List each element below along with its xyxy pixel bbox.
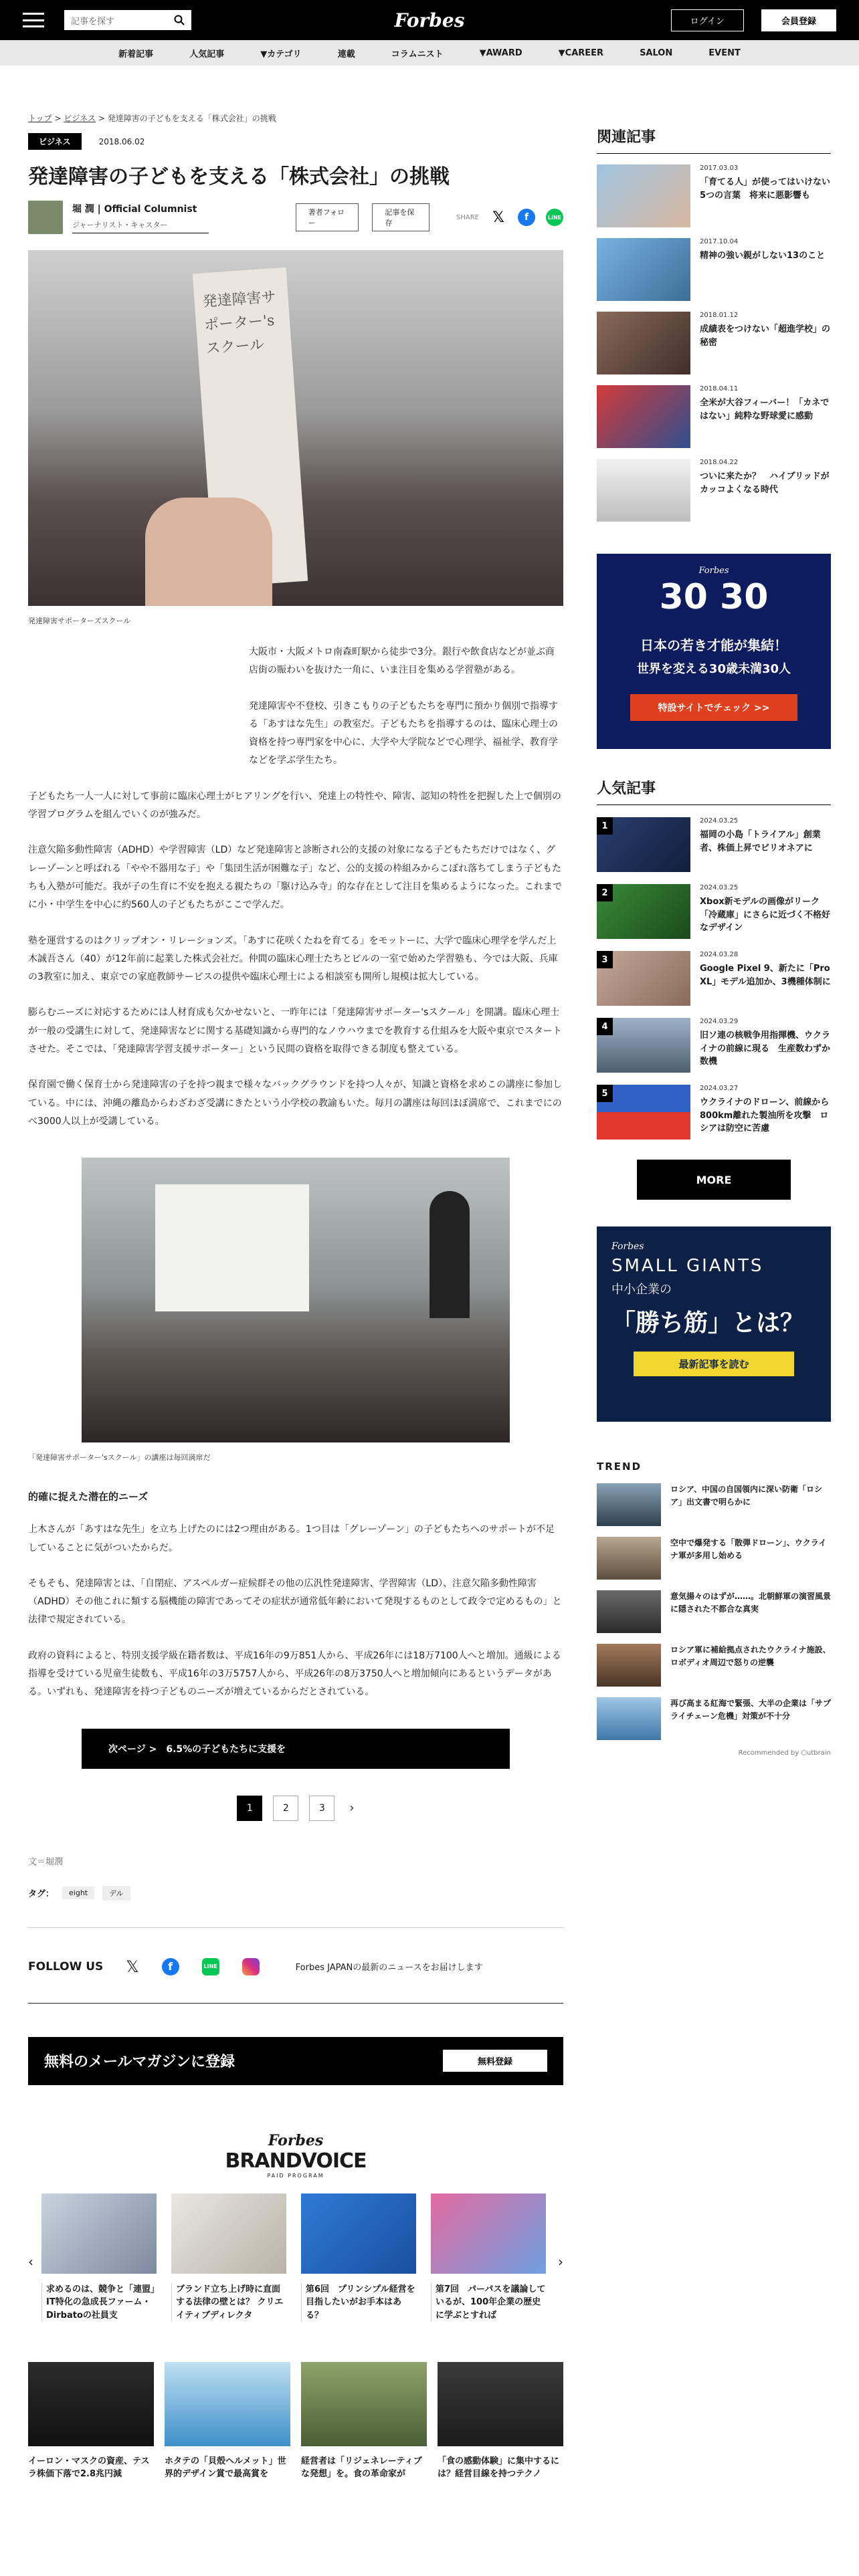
nav-item-career[interactable]: ▼CAREER bbox=[558, 47, 604, 58]
carousel-next-icon[interactable]: › bbox=[558, 2253, 563, 2270]
author-name[interactable]: 堀 潤 | Official Columnist bbox=[72, 203, 197, 215]
facebook-follow-icon[interactable]: f bbox=[162, 1958, 179, 1975]
ad1-logo: Forbes bbox=[698, 566, 729, 576]
breadcrumb-top[interactable]: トップ bbox=[28, 114, 52, 123]
popular-image bbox=[597, 884, 690, 939]
brandvoice-sub: PAID PROGRAM bbox=[267, 2172, 324, 2179]
sidebar bbox=[597, 66, 831, 2481]
nav-item-new[interactable]: 新着記事 bbox=[118, 49, 154, 60]
x-follow-icon[interactable]: 𝕏 bbox=[126, 1957, 139, 1976]
ad2-headline: 「勝ち筋」とは？ bbox=[611, 1309, 805, 1337]
follow-label: FOLLOW US bbox=[28, 1959, 104, 1973]
trend-image bbox=[597, 1644, 661, 1687]
related-image bbox=[597, 459, 690, 522]
popular-item[interactable]: 3 2024.03.28 Google Pixel 9、新たに「Pro XL」モデル追加か、3機種体制に bbox=[597, 951, 831, 1006]
popular-image bbox=[597, 951, 690, 1006]
trend-item[interactable]: ロシア軍に補給拠点されたウクライナ施設、ロボディオ周辺で怒りの逆襲 bbox=[597, 1644, 831, 1687]
popular-item[interactable]: 1 2024.03.25 福岡の小島「トライアル」創業者、株価上昇でビリオネアに bbox=[597, 817, 831, 872]
related-image bbox=[597, 165, 690, 227]
save-article-button[interactable]: 記事を保存 bbox=[372, 203, 430, 231]
brandvoice-image bbox=[431, 2193, 546, 2274]
related-item[interactable]: 2017.03.03 「育てる人」が使ってはいけない5つの言葉 将来に悪影響も bbox=[597, 165, 831, 227]
breadcrumb-current: 発達障害の子どもを支える「株式会社」の挑戦 bbox=[107, 114, 276, 123]
related-item[interactable]: 2018.01.12 成績表をつけない「超進学校」の秘密 bbox=[597, 312, 831, 374]
paragraph: 上木さんが「あすはな先生」を立ち上げたのには2つ理由がある。1つ目は「グレーゾーン」の子どもたちへのサポートが不足していることに気がついたからだ。 bbox=[28, 1524, 555, 1553]
popular-image bbox=[597, 817, 690, 872]
bottom-image bbox=[28, 2362, 154, 2446]
page-1[interactable]: 1 bbox=[237, 1796, 262, 1821]
facebook-share-icon[interactable]: f bbox=[518, 209, 535, 226]
popular-title: 人気記事 bbox=[597, 777, 831, 805]
ad2-title: SMALL GIANTS bbox=[611, 1256, 764, 1276]
trend-image bbox=[597, 1483, 661, 1526]
tags bbox=[28, 1886, 563, 1901]
brandvoice-logo-forbes: Forbes bbox=[268, 2131, 324, 2149]
instagram-follow-icon[interactable] bbox=[242, 1958, 260, 1975]
tag[interactable]: eight bbox=[62, 1887, 94, 1899]
follow-author-button[interactable]: 著者フォロー bbox=[296, 203, 359, 231]
follow-text: Forbes JAPANの最新のニュースをお届けします bbox=[295, 1963, 483, 1973]
newsletter-title: 無料のメールマガジンに登録 bbox=[44, 2054, 235, 2071]
paragraph: 発達障害や不登校、引きこもりの子どもたちを専門に預かり個別で指導する「あすはな先生」の教室だ。子どもたちを指導するのは、臨床心理士の資格を持つ専門家を中心に、大学や大学院などで心理学、福祉学、教育学などを学ぶ学生たち。 bbox=[249, 700, 558, 766]
page-2[interactable]: 2 bbox=[273, 1796, 298, 1821]
popular-item[interactable]: 2 2024.03.25 Xbox新モデルの画像がリーク 「冷蔵庫」にさらに近づく不格好なデザイン bbox=[597, 884, 831, 939]
brandvoice-image bbox=[171, 2193, 286, 2274]
bottom-image bbox=[165, 2362, 290, 2446]
paragraph: 政府の資料によると、特別支援学級在籍者数は、平成16年の9万851人から、平成26年には18万7100人へと増加。通級による指導を受けている児童生徒数も、平成16年の3万5757人から、平成26年の8万3750人へと増加傾向にあるというデータがある。いずれも、発達障害を持つ子どものニーズが増えているからだとされている。 bbox=[28, 1650, 561, 1698]
projector-screen bbox=[155, 1184, 309, 1311]
popular-item[interactable]: 5 2024.03.27 ウクライナのドローン、前線から800km離れた製油所を攻撃 ロシアは防空に苦慮 bbox=[597, 1085, 831, 1140]
line-share-icon[interactable]: LINE bbox=[546, 209, 563, 226]
newsletter-banner bbox=[28, 2037, 563, 2085]
related-item[interactable]: 2017.10.04 精神の強い親がしない13のこと bbox=[597, 238, 831, 301]
brandvoice-logo: BRANDVOICE bbox=[225, 2149, 367, 2173]
brandvoice-image bbox=[41, 2193, 157, 2274]
pagination bbox=[28, 1796, 563, 1821]
intro-block bbox=[249, 643, 563, 770]
subheading: 的確に捉えた潜在的ニーズ bbox=[28, 1491, 149, 1503]
search-input[interactable] bbox=[64, 10, 191, 30]
article-date: 2018.06.02 bbox=[98, 136, 145, 146]
line-follow-icon[interactable]: LINE bbox=[202, 1958, 219, 1975]
trend-title: TREND bbox=[597, 1461, 642, 1473]
hero-card: 発達障害サポーター's スクール bbox=[193, 267, 308, 588]
author-title: ジャーナリスト・キャスター bbox=[72, 220, 168, 229]
popular-image bbox=[597, 1085, 690, 1140]
signup-button[interactable]: 会員登録 bbox=[761, 9, 836, 31]
popular-item[interactable]: 4 2024.03.29 旧ソ連の核戦争用指揮機、ウクライナの前線に現る 生産数わずか数機 bbox=[597, 1018, 831, 1073]
tag[interactable]: デル bbox=[102, 1886, 130, 1901]
related-image bbox=[597, 385, 690, 448]
related-item[interactable]: 2018.04.11 全米が大谷フィーバー！「カネではない」純粋な野球愛に感動 bbox=[597, 385, 831, 448]
page-3[interactable]: 3 bbox=[309, 1796, 335, 1821]
menu-icon[interactable] bbox=[23, 13, 44, 27]
brandvoice-item[interactable]: 第7回 パーパスを議論しているが、100年企業の歴史に学ぶとすれば bbox=[431, 2193, 546, 2323]
brandvoice-item[interactable]: ブランド立ち上げ時に直面する法律の壁とは？ クリエイティブディレクタ bbox=[171, 2193, 286, 2323]
hero-image bbox=[28, 250, 563, 606]
trend-item[interactable]: 意気揚々のはずが……。北朝鮮軍の演習風景に隠された不都合な真実 bbox=[597, 1590, 831, 1633]
trend-item[interactable]: ロシア、中国の自国領内に深い防衛「ロシア」出文書で明らかに bbox=[597, 1483, 831, 1526]
more-button[interactable]: MORE bbox=[637, 1160, 791, 1200]
trend-item[interactable]: 再び高まる紅海で緊張、大半の企業は「サプライチェーン危機」対策が不十分 bbox=[597, 1697, 831, 1740]
nav-item-columnist[interactable]: コラムニスト bbox=[391, 49, 444, 60]
tags-label: タグ： bbox=[28, 1889, 55, 1900]
nav-item-award[interactable]: ▼AWARD bbox=[479, 47, 522, 58]
bottom-article[interactable]: ホタテの「貝殻ヘルメット」世界的デザイン賞で最高賞を bbox=[165, 2362, 290, 2481]
brandvoice-item[interactable]: 第6回 プリンシプル経営を目指したいがお手本はある？ bbox=[301, 2193, 416, 2323]
search-icon[interactable] bbox=[174, 15, 185, 25]
seminar-image bbox=[82, 1158, 510, 1442]
recommended-by[interactable]: Recommended by ⬡utbrain bbox=[738, 1749, 831, 1757]
brandvoice-image bbox=[301, 2193, 416, 2274]
ad-30under30[interactable] bbox=[597, 554, 831, 749]
trend-image bbox=[597, 1590, 661, 1633]
popular-image bbox=[597, 1018, 690, 1073]
article-column bbox=[28, 66, 563, 2481]
ad2-sub: 中小企業の bbox=[611, 1283, 672, 1297]
ad1-number: 30 30 bbox=[659, 577, 769, 617]
main-nav bbox=[0, 40, 859, 66]
author-avatar[interactable] bbox=[28, 201, 63, 234]
ad-small-giants[interactable] bbox=[597, 1226, 831, 1422]
ad2-button[interactable]: 最新記事を読む bbox=[634, 1352, 794, 1376]
article-title: 発達障害の子どもを支える「株式会社」の挑戦 bbox=[28, 165, 450, 189]
divider bbox=[28, 1927, 563, 1928]
forbes-logo[interactable]: Forbes bbox=[394, 9, 465, 31]
search-placeholder: 記事を探す bbox=[71, 16, 115, 27]
bottom-image bbox=[438, 2362, 563, 2446]
seminar-caption: 「発達障害サポーター'sスクール」の講座は毎回満席だ bbox=[28, 1453, 211, 1463]
paragraph: 大阪市・大阪メトロ南森町駅から徒歩で3分。銀行や飲食店などが並ぶ商店街の賑わいを抜けた一角に、いま注目を集める学習塾がある。 bbox=[249, 647, 555, 676]
top-bar bbox=[0, 0, 859, 40]
breadcrumb: トップ > ビジネス > 発達障害の子どもを支える「株式会社」の挑戦 bbox=[28, 114, 276, 123]
rank-badge: 1 bbox=[597, 817, 613, 835]
hero-hand bbox=[145, 498, 272, 606]
next-page-arrow-icon[interactable]: › bbox=[349, 1801, 355, 1816]
rank-badge: 5 bbox=[597, 1085, 613, 1102]
nav-item-category[interactable]: ▼カテゴリ bbox=[260, 49, 302, 60]
byline: 文＝堀潤 bbox=[28, 1856, 64, 1867]
rank-badge: 2 bbox=[597, 884, 613, 901]
related-item[interactable]: 2018.04.22 ついに来たか？ ハイブリッドがカッコよくなる時代 bbox=[597, 459, 831, 522]
next-page-button[interactable]: 次ページ > 6.5%の子どもたちに支援を bbox=[82, 1729, 510, 1769]
nav-item-event[interactable]: EVENT bbox=[708, 47, 741, 58]
follow-us bbox=[28, 1957, 563, 1976]
rank-badge: 3 bbox=[597, 951, 613, 968]
trend-item[interactable]: 空中で爆発する「散弾ドローン」、ウクライナ軍が多用し始める bbox=[597, 1537, 831, 1580]
related-title: 関連記事 bbox=[597, 126, 831, 154]
bottom-article[interactable]: 「食の感動体験」に集中するには？経営目線を持つテクノ bbox=[438, 2362, 563, 2481]
breadcrumb-business[interactable]: ビジネス bbox=[64, 114, 96, 123]
rank-badge: 4 bbox=[597, 1018, 613, 1035]
category-badge[interactable]: ビジネス bbox=[28, 133, 82, 150]
nav-item-popular[interactable]: 人気記事 bbox=[189, 49, 225, 60]
speaker-figure bbox=[430, 1191, 470, 1318]
brandvoice-item[interactable]: 求めるのは、競争と「連盟」IT特化の急成長ファーム・Dirbatoの社員支 bbox=[41, 2193, 157, 2323]
trend-image bbox=[597, 1537, 661, 1580]
newsletter-signup-button[interactable]: 無料登録 bbox=[443, 2050, 547, 2072]
paragraph: そもそも、発達障害とは、「自閉症、アスペルガー症候群その他の広汎性発達障害、学習障害（LD）、注意欠陥多動性障害（ADHD）その他これに類する脳機能の障害であってその症状が通常低年齢において発現するものとして政令で定めるもの」と法律で規定されている。 bbox=[28, 1578, 562, 1626]
related-image bbox=[597, 238, 690, 301]
brandvoice-carousel bbox=[28, 2193, 563, 2323]
x-share-icon[interactable]: 𝕏 bbox=[490, 209, 507, 226]
ad1-button[interactable]: 特設サイトでチェック >> bbox=[630, 694, 797, 721]
share-label: SHARE bbox=[456, 213, 479, 221]
trend-image bbox=[597, 1697, 661, 1740]
bottom-image bbox=[301, 2362, 427, 2446]
hero-caption: 発達障害サポーターズスクール bbox=[28, 617, 131, 625]
divider bbox=[28, 2003, 563, 2004]
login-button[interactable]: ログイン bbox=[671, 9, 744, 31]
ad1-line2: 世界を変える30歳未満30人 bbox=[636, 662, 791, 676]
brandvoice-section bbox=[28, 2132, 563, 2179]
ad2-logo: Forbes bbox=[611, 1241, 644, 1252]
paragraph: 注意欠陥多動性障害（ADHD）や学習障害（LD）など発達障害と診断され公的支援の対象になる子どもたちだけではなく、グレーゾーンと呼ばれる「やや不器用な子」や「集団生活が困難な子」など、公的支援の枠組みからこぼれ落ちてしまう子どもたちも入塾が可能だ。我が子の生育に不安を抱える親たちの「駆け込み寺」的な存在として注目を集めるようになった。これまでに小・中学生を中心に約560人の子どもたちがここで学んだ。 bbox=[28, 845, 562, 911]
ad1-line1: 日本の若き才能が集結！ bbox=[640, 637, 787, 653]
share-bar bbox=[456, 209, 563, 226]
paragraph: 子どもたち一人一人に対して事前に臨床心理士がヒアリングを行い、発達上の特性や、障害、認知の特性を把握した上で個別の学習プログラムを組んでいくのが強みだ。 bbox=[28, 790, 561, 821]
related-image bbox=[597, 312, 690, 374]
paragraph: 塾を運営するのはクリップオン・リレーションズ。「あすに花咲くたねを育てる」をモットーに、大学で臨床心理学を学んだ上木誠吾さん（40）が12年前に起業した株式会社だ。仲間の臨床心理士たちとビルの一室で始めた学習塾も、今では大阪、兵庫の3教室に加え、東京での家庭教師サービスの提供や臨床心理士による相談室も開所し規模は拡大している。 bbox=[28, 935, 558, 983]
bottom-articles bbox=[28, 2362, 563, 2481]
nav-item-salon[interactable]: SALON bbox=[640, 47, 673, 58]
author-row bbox=[28, 201, 563, 234]
paragraph: 膨らむニーズに対応するためには人材育成も欠かせないと、一昨年には「発達障害サポーター'sスクール」を開講。臨床心理士が一般の受講生に対して、発達障害などに関する基礎知識から専門的なノウハウまでを教育する仕組みを大阪や東京でスタートさせた。そこでは、「発達障害学習支援サポーター」という民間の資格を取得できる制度も整えている。 bbox=[28, 1007, 562, 1055]
carousel-prev-icon[interactable]: ‹ bbox=[28, 2253, 33, 2270]
bottom-article[interactable]: イーロン・マスクの資産、テスラ株価下落で2.8兆円減 bbox=[28, 2362, 154, 2481]
paragraph: 保育園で働く保育士から発達障害の子を持つ親まで様々なバックグラウンドを持つ人々が、知識と資格を求めこの講座に参加している。中には、沖縄の離島からわざわざ受講にきたという小学校の教諭もいた。毎月の講座は毎回ほぼ満席で、これまでにのべ3000人以上が受講している。 bbox=[28, 1079, 562, 1127]
nav-item-series[interactable]: 連載 bbox=[337, 49, 355, 60]
bottom-article[interactable]: 経営者は「リジェネレーティブな発想」を。食の革命家が bbox=[301, 2362, 427, 2481]
